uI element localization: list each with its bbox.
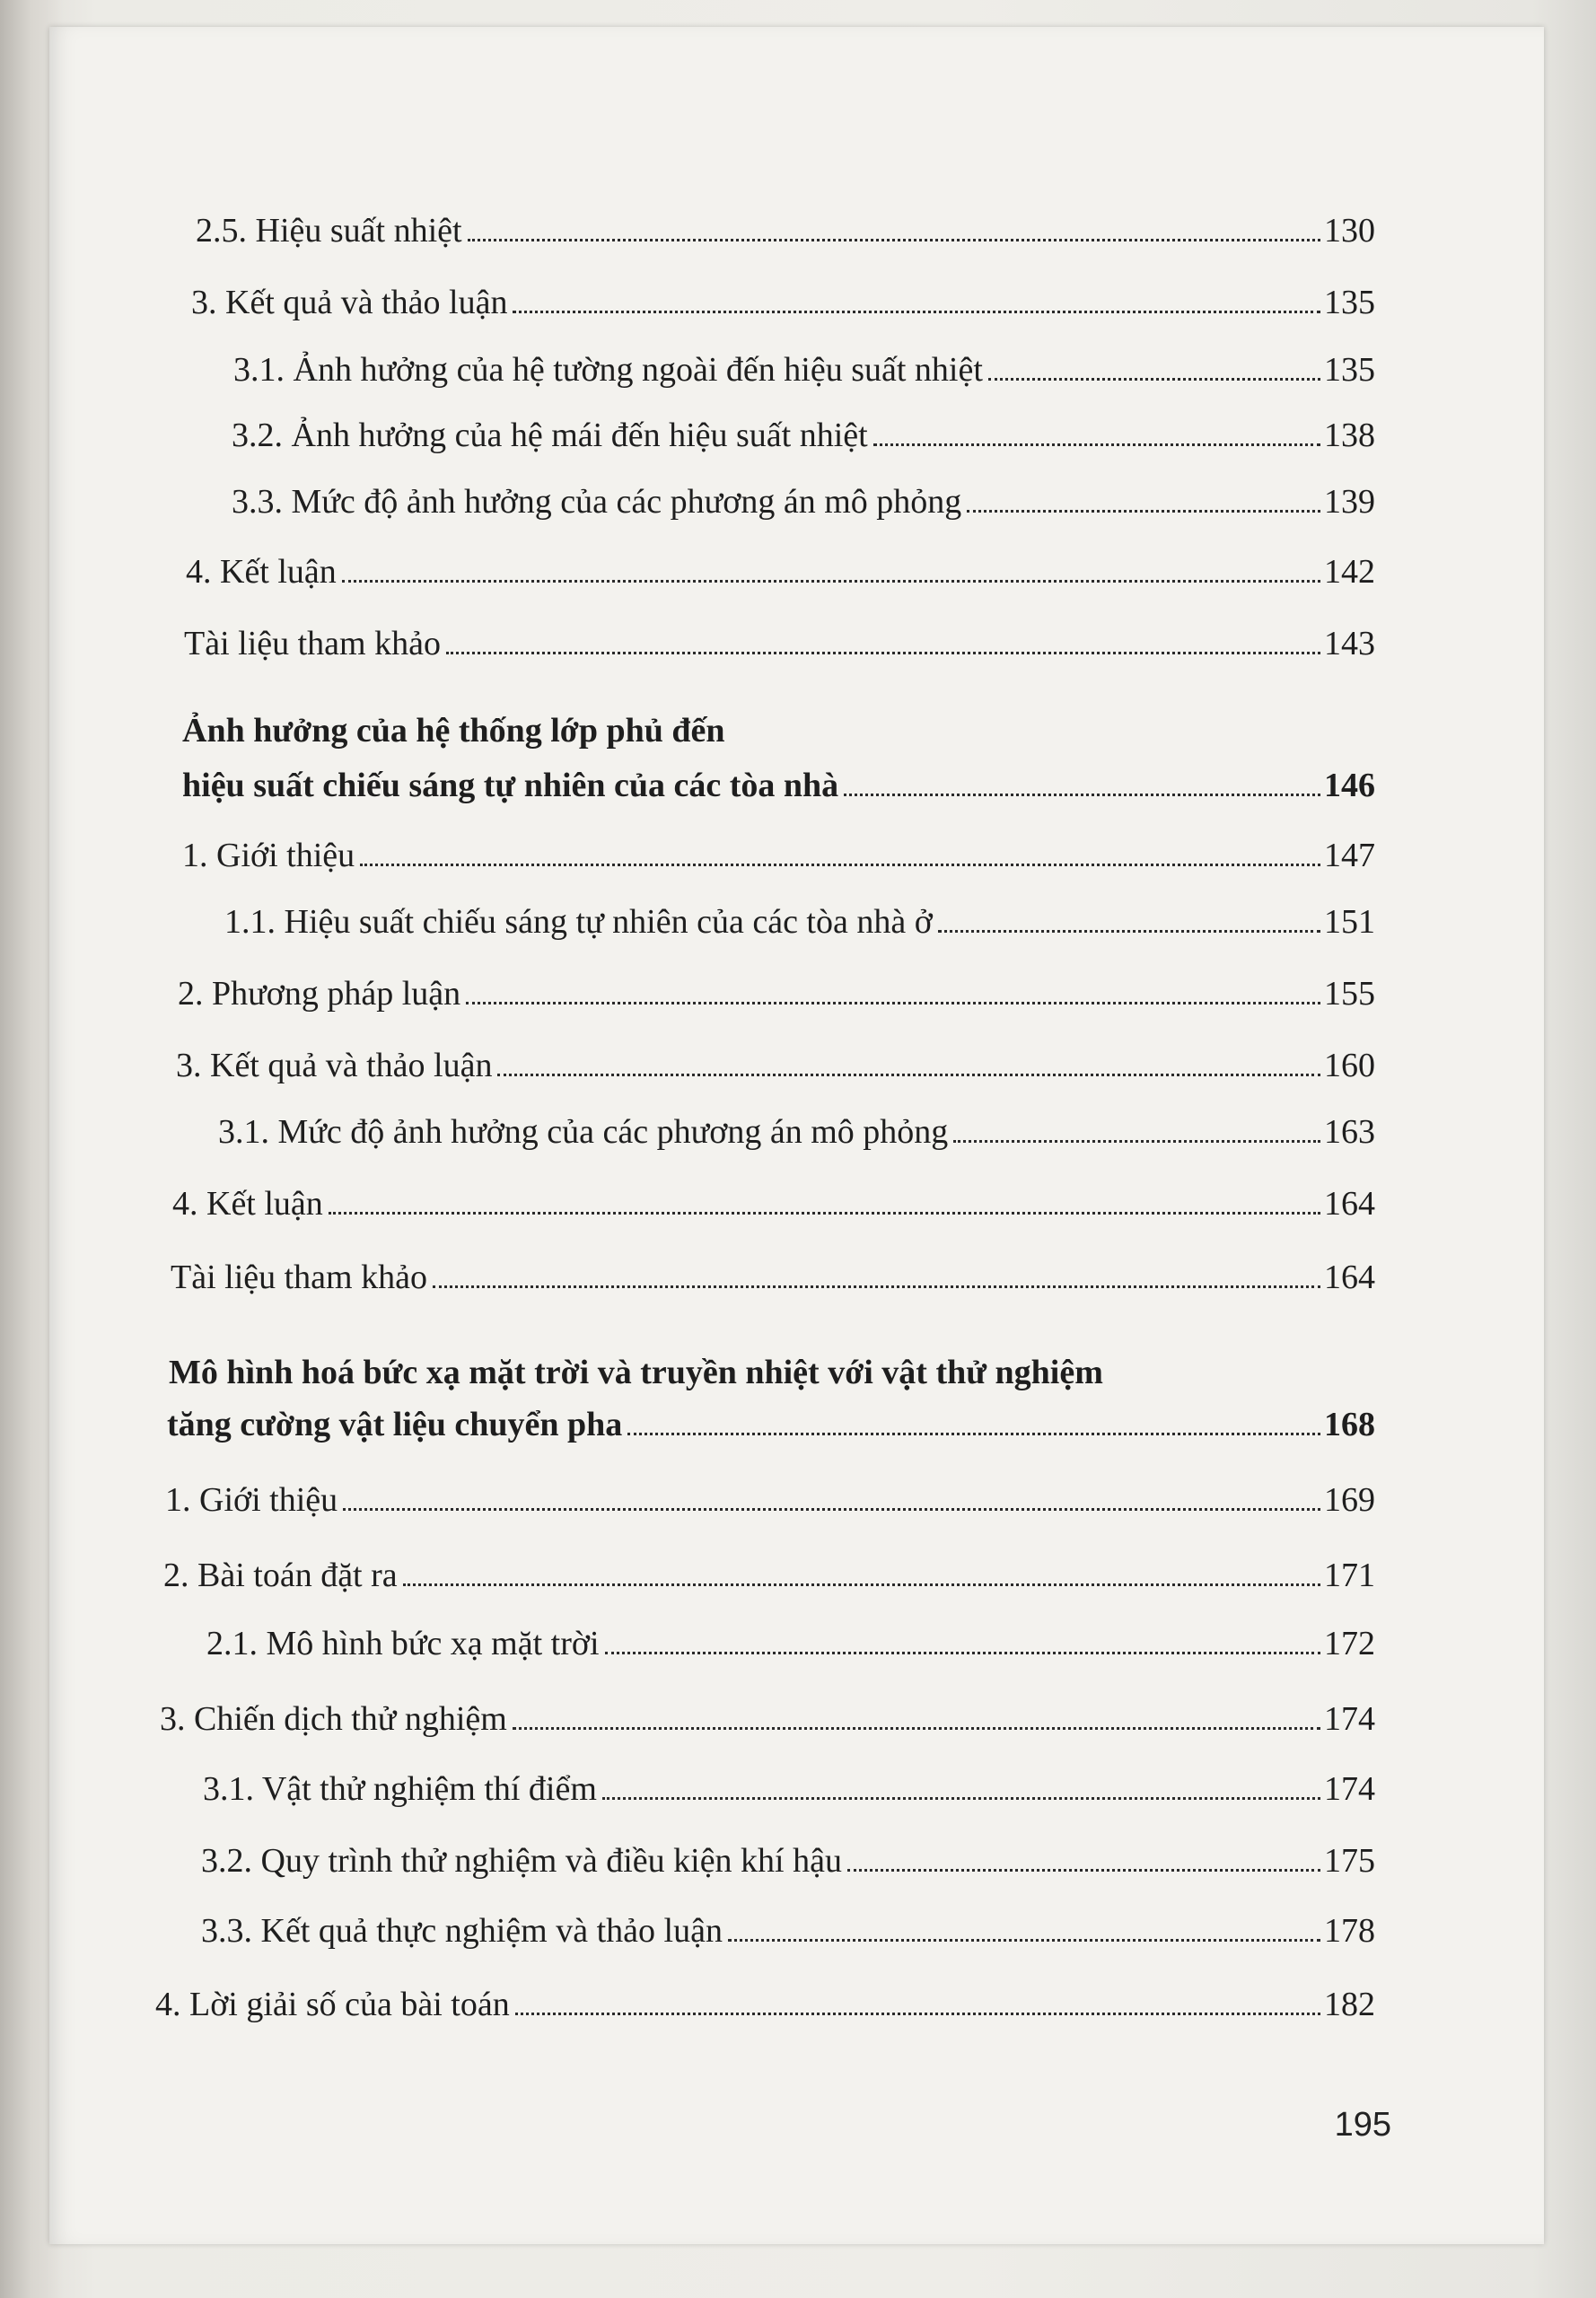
toc-entry-label: 4. Kết luận bbox=[186, 553, 337, 591]
toc-entry bbox=[201, 1914, 1375, 1948]
toc-entry-page: 130 bbox=[1324, 212, 1375, 250]
toc-entry-page: 147 bbox=[1324, 837, 1375, 874]
dot-leader bbox=[433, 1285, 1320, 1288]
toc-entry-page: 146 bbox=[1324, 767, 1375, 804]
toc-entry-page: 139 bbox=[1324, 483, 1375, 521]
toc-entry bbox=[206, 1627, 1375, 1661]
toc-entry-page: 160 bbox=[1324, 1047, 1375, 1084]
toc-entry bbox=[232, 485, 1375, 519]
toc-entry-label: 3.1. Ảnh hưởng của hệ tường ngoài đến hiệu suất nhiệt bbox=[233, 351, 983, 389]
dot-leader bbox=[873, 443, 1320, 446]
dot-leader bbox=[605, 1652, 1320, 1654]
toc-entry bbox=[163, 1558, 1375, 1592]
toc-entry bbox=[233, 353, 1375, 387]
dot-leader bbox=[513, 1727, 1320, 1730]
dot-leader bbox=[844, 794, 1320, 796]
toc-entry bbox=[165, 1483, 1375, 1517]
toc-entry-label: 3.2. Ảnh hưởng của hệ mái đến hiệu suất nhiệt bbox=[232, 417, 868, 454]
toc-entry bbox=[201, 1844, 1375, 1878]
toc-entry-label: 2.5. Hiệu suất nhiệt bbox=[196, 212, 462, 250]
dot-leader bbox=[602, 1797, 1320, 1800]
dot-leader bbox=[446, 652, 1320, 654]
toc-entry bbox=[171, 1260, 1375, 1294]
toc-entry-page: 174 bbox=[1324, 1700, 1375, 1738]
toc-entry-page: 172 bbox=[1324, 1625, 1375, 1662]
toc-entry-page: 171 bbox=[1324, 1557, 1375, 1594]
dot-leader bbox=[343, 1508, 1320, 1511]
toc-entry-label: Tài liệu tham khảo bbox=[171, 1259, 427, 1296]
toc-entry bbox=[178, 977, 1375, 1011]
toc-entry-page: 151 bbox=[1324, 903, 1375, 941]
dot-leader bbox=[342, 580, 1320, 583]
dot-leader bbox=[329, 1212, 1320, 1215]
toc-entry bbox=[160, 1702, 1375, 1736]
toc-entry-page: 143 bbox=[1324, 625, 1375, 662]
toc-entry bbox=[203, 1772, 1375, 1806]
toc-entry-label: 2. Bài toán đặt ra bbox=[163, 1557, 398, 1594]
toc-entry bbox=[224, 905, 1375, 939]
dot-leader bbox=[468, 239, 1320, 241]
toc-entry-page: 138 bbox=[1324, 417, 1375, 454]
toc-entry-page: 164 bbox=[1324, 1259, 1375, 1296]
toc-entry bbox=[176, 1048, 1375, 1083]
dot-leader bbox=[847, 1869, 1320, 1872]
toc-entry bbox=[155, 1987, 1375, 2022]
dot-leader bbox=[938, 930, 1320, 933]
toc-entry-page: 164 bbox=[1324, 1185, 1375, 1223]
toc-entry-label: 3. Kết quả và thảo luận bbox=[191, 284, 508, 321]
toc-entry-page: 175 bbox=[1324, 1842, 1375, 1880]
toc-entry bbox=[182, 838, 1375, 873]
toc-entry-page: 182 bbox=[1324, 1986, 1375, 2023]
toc-entry-label: 3.2. Quy trình thử nghiệm và điều kiện khí hậu bbox=[201, 1842, 842, 1880]
dot-leader bbox=[497, 1074, 1320, 1076]
toc-entry-label: 3. Chiến dịch thử nghiệm bbox=[160, 1700, 507, 1738]
dot-leader bbox=[953, 1140, 1320, 1143]
toc-entry bbox=[232, 418, 1375, 452]
toc-entry bbox=[191, 285, 1375, 320]
toc-entry bbox=[186, 555, 1375, 589]
toc-entry-page: 168 bbox=[1324, 1406, 1375, 1443]
toc-entry-heading bbox=[167, 1408, 1375, 1442]
toc-entry-page: 135 bbox=[1324, 284, 1375, 321]
toc-entry-label: 2.1. Mô hình bức xạ mặt trời bbox=[206, 1625, 600, 1662]
toc-entry-page: 142 bbox=[1324, 553, 1375, 591]
dot-leader bbox=[515, 2013, 1320, 2015]
toc-entry-page: 163 bbox=[1324, 1113, 1375, 1151]
toc-entry-label: 3.3. Mức độ ảnh hưởng của các phương án mô phỏng bbox=[232, 483, 962, 521]
dot-leader bbox=[627, 1433, 1320, 1435]
toc-entry bbox=[196, 214, 1375, 248]
toc-entry-label: Tài liệu tham khảo bbox=[184, 625, 441, 662]
toc-entry-heading bbox=[182, 768, 1375, 803]
toc-entry bbox=[172, 1187, 1375, 1221]
toc-entry-page: 135 bbox=[1324, 351, 1375, 389]
dot-leader bbox=[513, 311, 1320, 313]
toc-entry-label: 3.1. Vật thử nghiệm thí điểm bbox=[203, 1770, 597, 1808]
toc-entry-label: hiệu suất chiếu sáng tự nhiên của các tòa nhà bbox=[182, 767, 839, 804]
toc-entry-label: 3. Kết quả và thảo luận bbox=[176, 1047, 493, 1084]
dot-leader bbox=[360, 864, 1320, 866]
toc-entry-page: 155 bbox=[1324, 975, 1375, 1013]
section-heading: Ảnh hưởng của hệ thống lớp phủ đến bbox=[182, 712, 725, 750]
toc-entry-label: 3.3. Kết quả thực nghiệm và thảo luận bbox=[201, 1912, 723, 1950]
page-number: 195 bbox=[1334, 2106, 1391, 2144]
toc-entry-label: 1. Giới thiệu bbox=[165, 1481, 338, 1519]
toc-entry-label: 3.1. Mức độ ảnh hưởng của các phương án mô phỏng bbox=[218, 1113, 949, 1151]
dot-leader bbox=[988, 378, 1320, 381]
toc-entry bbox=[218, 1115, 1375, 1149]
toc-entry-label: 1. Giới thiệu bbox=[182, 837, 355, 874]
dot-leader bbox=[466, 1002, 1320, 1004]
toc-entry-label: 1.1. Hiệu suất chiếu sáng tự nhiên của các tòa nhà ở bbox=[224, 903, 933, 941]
toc-entry bbox=[184, 627, 1375, 661]
toc-entry-label: 4. Kết luận bbox=[172, 1185, 323, 1223]
toc-entry-page: 178 bbox=[1324, 1912, 1375, 1950]
dot-leader bbox=[728, 1939, 1320, 1942]
toc-entry-label: 2. Phương pháp luận bbox=[178, 975, 461, 1013]
section-heading: Mô hình hoá bức xạ mặt trời và truyền nhiệt với vật thử nghiệm bbox=[169, 1354, 1103, 1391]
dot-leader bbox=[967, 510, 1320, 513]
toc-entry-label: tăng cường vật liệu chuyển pha bbox=[167, 1406, 623, 1443]
dot-leader bbox=[403, 1583, 1320, 1586]
toc-entry-page: 169 bbox=[1324, 1481, 1375, 1519]
toc-entry-page: 174 bbox=[1324, 1770, 1375, 1808]
toc-entry-label: 4. Lời giải số của bài toán bbox=[155, 1986, 510, 2023]
